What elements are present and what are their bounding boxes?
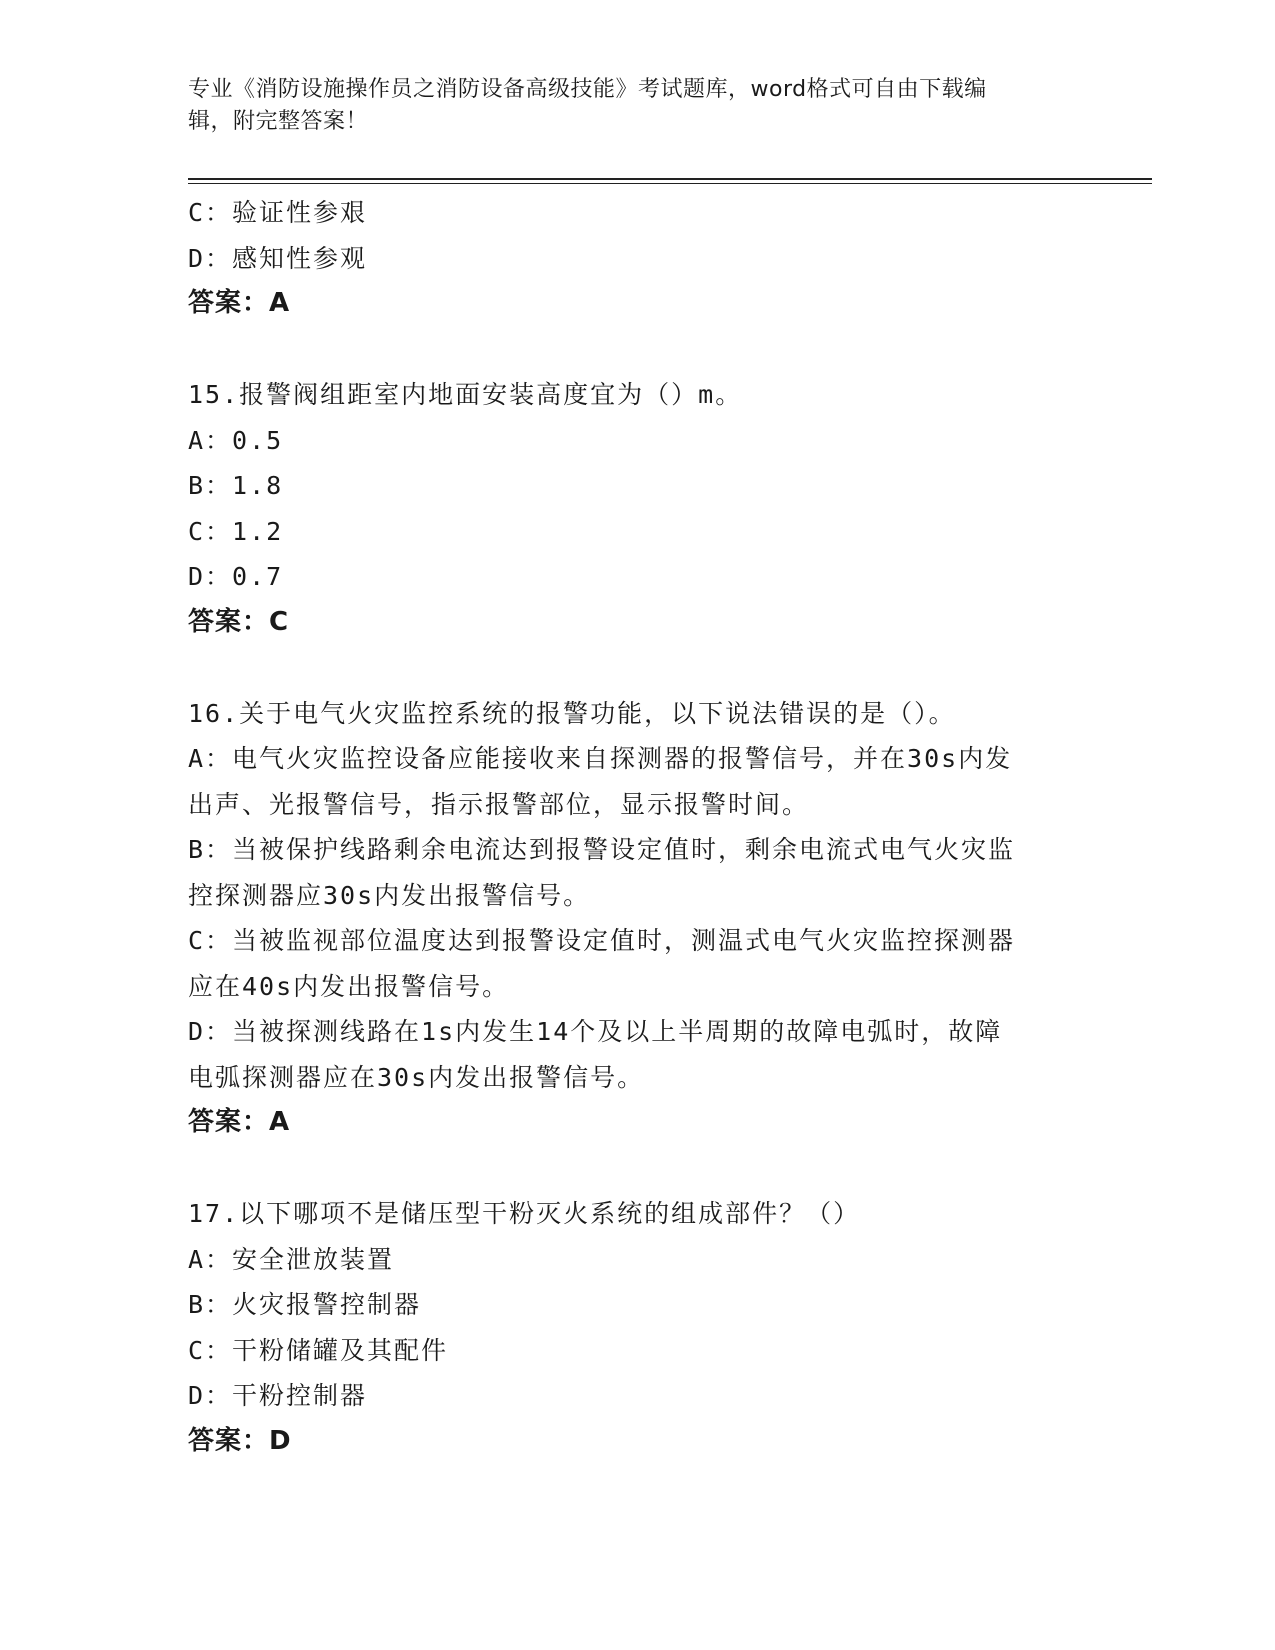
- option-b-line-1: B：当被保护线路剩余电流达到报警设定值时，剩余电流式电气火灾监: [188, 835, 1016, 864]
- question-content: [188, 190, 1088, 1464]
- option-c: C：1.2: [188, 516, 284, 546]
- option-c: C：验证性参艰: [188, 198, 368, 227]
- option-d-line-1: D：当被探测线路在1s内发生14个及以上半周期的故障电弧时，故障: [188, 1017, 1003, 1046]
- option-a: A：0.5: [188, 425, 284, 455]
- spacer: [188, 327, 1088, 373]
- option-c-line-2: 应在40s内发出报警信号。: [188, 971, 510, 1001]
- question-stem: 16.关于电气火灾监控系统的报警功能，以下说法错误的是（）。: [188, 698, 956, 728]
- answer-line: 答案：A: [188, 288, 291, 318]
- option-b-line-2: 控探测器应30s内发出报警信号。: [188, 880, 591, 910]
- question-stem: 15.报警阀组距室内地面安装高度宜为（）m。: [188, 380, 743, 409]
- header-divider-thin: [188, 183, 1152, 184]
- header-divider-thick: [188, 178, 1152, 180]
- option-d-line-2: 电弧探测器应在30s内发出报警信号。: [188, 1062, 645, 1092]
- option-b: B：火灾报警控制器: [188, 1290, 422, 1319]
- option-d: D：干粉控制器: [188, 1381, 368, 1410]
- option-d: D：感知性参观: [188, 243, 368, 273]
- spacer: [188, 1146, 1088, 1192]
- option-a-line-1: A：电气火灾监控设备应能接收来自探测器的报警信号，并在30s内发: [188, 744, 1013, 773]
- page-header: [188, 74, 1088, 138]
- header-line-2: 辑，附完整答案！: [188, 109, 369, 134]
- option-b: B：1.8: [188, 471, 284, 500]
- question-15: [188, 372, 1088, 645]
- prev-question-block: [188, 190, 1088, 327]
- question-16: [188, 691, 1088, 1146]
- option-a-line-2: 出声、光报警信号，指示报警部位，显示报警时间。: [188, 789, 810, 819]
- answer-line: 答案：C: [188, 606, 290, 637]
- option-c: C：干粉储罐及其配件: [188, 1335, 449, 1365]
- option-c-line-1: C：当被监视部位温度达到报警设定值时，测温式电气火灾监控探测器: [188, 926, 1016, 955]
- spacer: [188, 645, 1088, 691]
- question-stem: 17.以下哪项不是储压型干粉灭火系统的组成部件？（）: [188, 1199, 861, 1228]
- header-line-1: 专业《消防设施操作员之消防设备高级技能》考试题库，word格式可自由下载编: [188, 77, 987, 102]
- option-d: D：0.7: [188, 562, 284, 591]
- answer-line: 答案：D: [188, 1425, 292, 1456]
- answer-line: 答案：A: [188, 1107, 291, 1137]
- question-17: [188, 1191, 1088, 1464]
- option-a: A：安全泄放装置: [188, 1244, 395, 1274]
